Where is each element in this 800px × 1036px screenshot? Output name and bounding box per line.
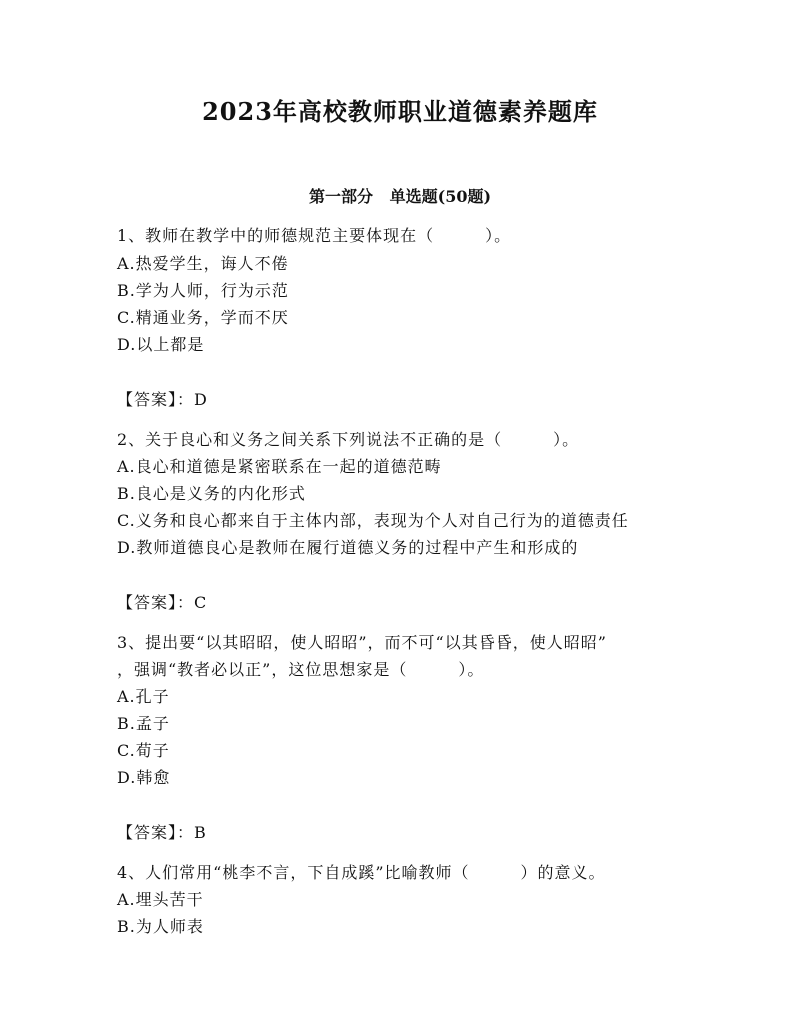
question-1-option-d: D.以上都是 (117, 335, 205, 354)
question-1-option-a: A.热爱学生，诲人不倦 (117, 254, 289, 273)
question-4-option-a: A.埋头苦干 (117, 890, 204, 909)
section-title: 第一部分 单选题(50题) (308, 187, 492, 206)
question-2-option-a: A.良心和道德是紧密联系在一起的道德范畴 (117, 457, 442, 476)
question-1-option-b: B.学为人师，行为示范 (117, 281, 289, 300)
question-3-option-b: B.孟子 (117, 714, 170, 733)
question-3-stem-line-2: ，强调“教者必以正”，这位思想家是（ ）。 (117, 660, 485, 679)
question-2-option-b: B.良心是义务的内化形式 (117, 484, 306, 503)
question-3-option-a: A.孔子 (117, 687, 170, 706)
question-2-option-d: D.教师道德良心是教师在履行道德义务的过程中产生和形成的 (117, 538, 579, 557)
question-3-stem-line-1: 3、提出要“以其昭昭，使人昭昭”，而不可“以其昏昏，使人昭昭” (117, 633, 607, 652)
question-2-option-c: C.义务和良心都来自于主体内部，表现为个人对自己行为的道德责任 (117, 511, 629, 530)
question-1-option-c: C.精通业务，学而不厌 (117, 308, 289, 327)
question-4-option-b: B.为人师表 (117, 917, 204, 936)
question-1-stem: 1、教师在教学中的师德规范主要体现在（ ）。 (117, 226, 512, 245)
question-1-answer: 【答案】：D (117, 390, 208, 409)
question-2-answer: 【答案】：C (117, 593, 208, 612)
document-title: 2023年高校教师职业道德素养题库 (202, 97, 598, 126)
question-4-stem: 4、人们常用“桃李不言，下自成蹊”比喻教师（ ）的意义。 (117, 863, 606, 882)
question-3-option-c: C.荀子 (117, 741, 170, 760)
question-3-option-d: D.韩愈 (117, 768, 171, 787)
question-3-answer: 【答案】：B (117, 823, 207, 842)
question-2-stem: 2、关于良心和义务之间关系下列说法不正确的是（ ）。 (117, 430, 580, 449)
